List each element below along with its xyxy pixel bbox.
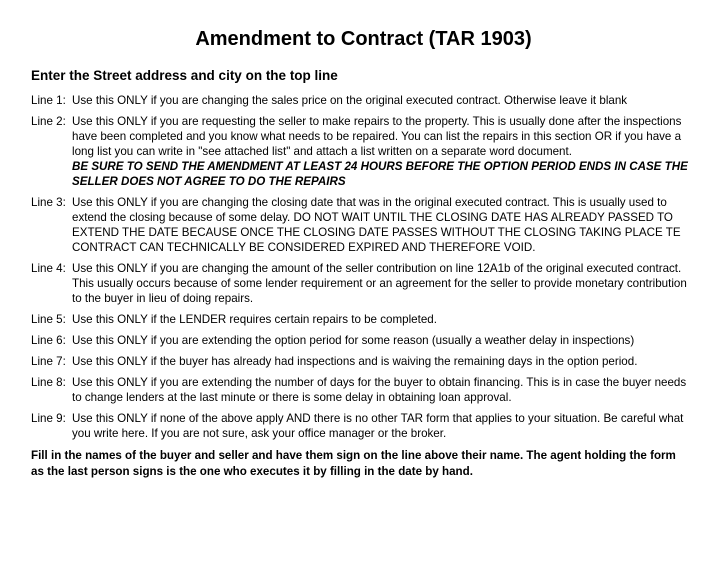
line-label: Line 5: — [31, 313, 66, 326]
line-label: Line 3: — [31, 196, 66, 209]
line-label: Line 8: — [31, 376, 66, 389]
line-body — [72, 114, 696, 189]
line-text: Use this ONLY if the LENDER requires certain repairs to be completed. — [72, 313, 437, 326]
line-text: Use this ONLY if the buyer has already had inspections and is waiving the remaining days in the option period. — [72, 355, 638, 368]
line-warning: BE SURE TO SEND THE AMENDMENT AT LEAST 24 HOURS BEFORE THE OPTION PERIOD ENDS IN CASE THE SELLER DOES NOT AGREE TO DO THE REPAIRS — [72, 160, 688, 188]
instruction-line-1 — [31, 93, 696, 108]
instruction-line-7 — [31, 354, 696, 369]
line-label: Line 2: — [31, 115, 66, 128]
line-label: Line 7: — [31, 355, 66, 368]
instruction-line-5 — [31, 312, 696, 327]
line-text: Use this ONLY if you are changing the closing date that was in the original executed contract. This is usually used to extend the closing because of some delay. DO NOT WAIT UNTIL THE CLOSING DATE HAS ALREADY PASSED TO EXTEND THE DATE BECAUSE ONCE THE CLOSING DATE PASSES WITHOUT THE CLOSING TAKING PLACE TE CONTRACT CAN TECHNICALLY BE CONSIDERED EXPIRED AND THEREFORE VOID. — [72, 196, 681, 254]
line-text: Use this ONLY if you are requesting the seller to make repairs to the property. This is usually done after the inspections have been completed and you know what needs to be repaired. You can list the repairs in this section OR if you have a long list you can write in "see attached list" and attach a list written on a separate word document. — [72, 115, 682, 158]
instruction-line-9 — [31, 411, 696, 441]
line-label: Line 6: — [31, 334, 66, 347]
instruction-line-8 — [31, 375, 696, 405]
line-text: Use this ONLY if you are changing the amount of the seller contribution on line 12A1b of the original executed contract. This usually occurs because of some lender requirement or an agreement for the seller to provide monetary contribution to the buyer in lieu of doing repairs. — [72, 262, 687, 305]
instruction-heading: Enter the Street address and city on the top line — [31, 68, 338, 83]
line-text: Use this ONLY if you are changing the sales price on the original executed contract. Otherwise leave it blank — [72, 94, 628, 107]
document-page — [0, 27, 720, 567]
line-text: Use this ONLY if you are extending the number of days for the buyer to obtain financing. This is in case the buyer needs to change lenders at the last minute or there is some delay in obtaining loan approval. — [72, 376, 687, 404]
instruction-line-4 — [31, 261, 696, 306]
line-text: Use this ONLY if you are extending the option period for some reason (usually a weather delay in inspections) — [72, 334, 635, 347]
page-title: Amendment to Contract (TAR 1903) — [195, 28, 532, 50]
line-text: Use this ONLY if none of the above apply AND there is no other TAR form that applies to your situation. Be careful what you write here. If you are not sure, ask your office manager or the broker. — [72, 412, 684, 440]
instruction-line-3 — [31, 195, 696, 255]
instruction-line-6 — [31, 333, 696, 348]
line-label: Line 4: — [31, 262, 66, 275]
instruction-line-2 — [31, 114, 696, 189]
line-label: Line 1: — [31, 94, 66, 107]
line-label: Line 9: — [31, 412, 66, 425]
signing-instructions: Fill in the names of the buyer and seller and have them sign on the line above their name. The agent holding the form as the last person signs is the one who executes it by filling in the date by hand. — [31, 449, 676, 478]
